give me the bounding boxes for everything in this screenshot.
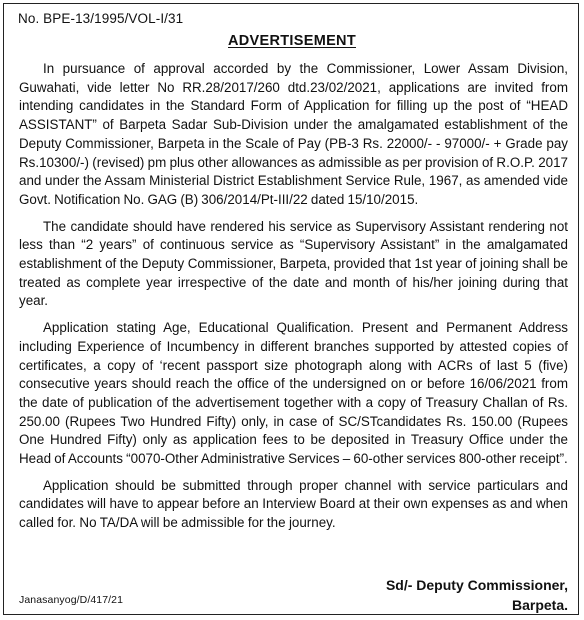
signature-place: Barpeta. [511,597,568,613]
advertisement-heading [0,33,584,49]
heading-text: ADVERTISEMENT [228,33,356,49]
signature-block [386,575,568,615]
signature-line: Sd/- Deputy Commissioner, [385,577,568,593]
paragraph-eligibility: The candidate should have rendered his service as Supervisory Assistant rendering not less than “2 years” of continuous service as “Supervisory Assistant” in the amalgamated establishment of the Deputy Commissioner, Barpeta, provided that 1st year of joining shall be treated as complete year irrespective of the date and month of his/her joining during that year. [19,218,568,309]
paragraph-application-details: Application stating Age, Educational Qualification. Present and Permanent Address including Experience of Incumbency in different branches supported by attested copies of certificates, a copy of ‘recent passport size photograph along with ACRs of last 5 (five) consecutive years should reach the office of the undersigned on or before 16/06/2021 from the date of publication of the advertisement together with a copy of Treasury Challan of Rs. 250.00 (Rupees Two Hundred Fifty) only, in case of SC/STcandidates Rs. 150.00 (Rupees One Hundred Fifty) only as application fees to be deposited in Treasury Office under the Head of Accounts “0070-Other Administrative Services – 60-other services 800-other receipt”. [19,320,568,467]
publication-code: Janasanyog/D/417/21 [19,594,124,606]
paragraph-submission: Application should be submitted through proper channel with service particulars and candidates will have to appear before an Interview Board at their own expenses as and when called for. No TA/DA will be admissible for the journey. [19,477,568,531]
paragraph-approval: In pursuance of approval accorded by the Commissioner, Lower Assam Division, Guwahati, vide letter No RR.28/2017/260 dtd.23/02/2021, applications are invited from intending candidates in the Standard Form of Application for filling up the post of “HEAD ASSISTANT” of Barpeta Sadar Sub-Division under the amalgamated establishment of the Deputy Commissioner, Barpeta in the Scale of Pay (PB-3 Rs. 22000/- - 97000/- + Grade pay Rs.10300/-) (revised) pm plus other allowances as admissible as per provision of R.O.P. 2017 and under the Assam Ministerial District Establishment Service Rule, 1967, as amended vide Govt. Notification No. GAG (B) 306/2014/Pt-III/22 dated 15/10/2015. [19,61,568,207]
reference-number: No. BPE-13/1995/VOL-I/31 [18,11,184,26]
advertisement-body [19,60,568,541]
